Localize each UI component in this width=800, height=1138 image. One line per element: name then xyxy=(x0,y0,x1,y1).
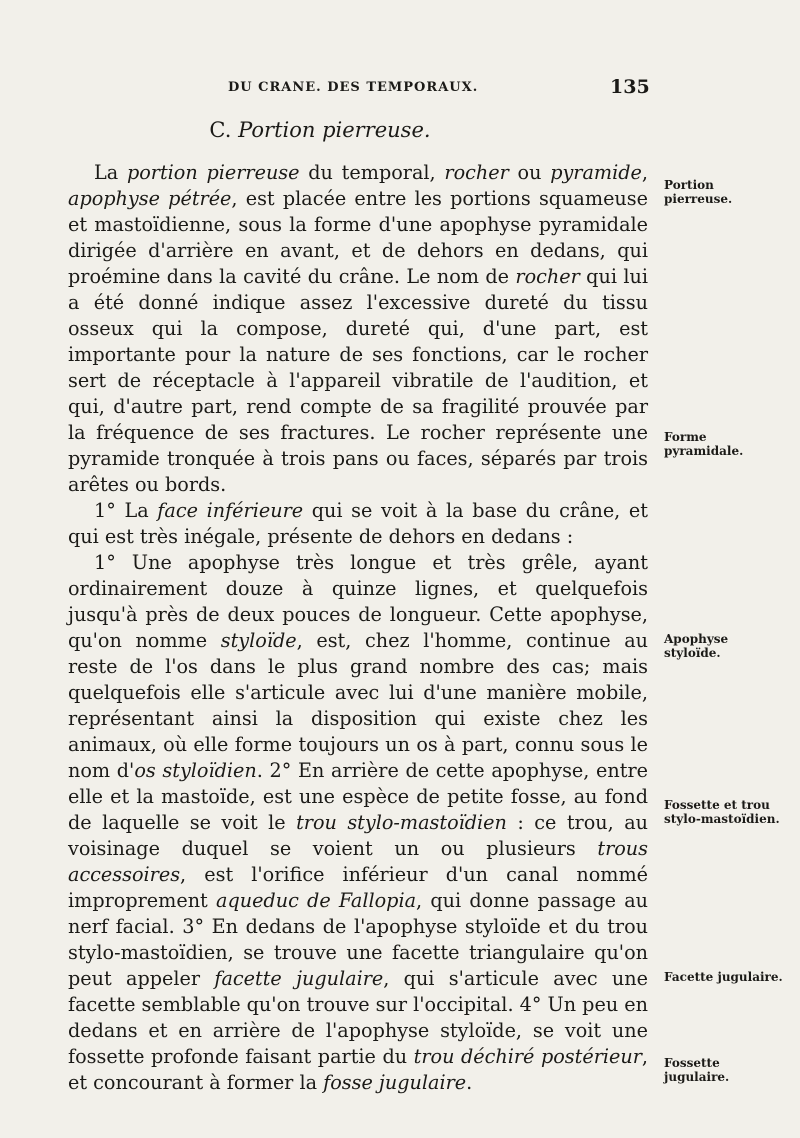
text-run: ou xyxy=(508,161,551,184)
text-run: du temporal, xyxy=(299,161,445,184)
margin-note: Forme pyramidale. xyxy=(664,430,744,458)
italic-term: trou déchiré postérieur xyxy=(413,1045,642,1068)
section-title xyxy=(0,118,640,142)
italic-term: trou stylo-mastoïdien xyxy=(296,811,507,834)
section-letter: C. xyxy=(209,118,232,142)
margin-note: Fossette jugulaire. xyxy=(664,1056,730,1084)
text-run: , et concourant à former la xyxy=(68,1045,648,1094)
italic-term: os styloïdien xyxy=(134,759,257,782)
italic-term: pyramide xyxy=(550,161,642,184)
italic-term: styloïde xyxy=(220,629,297,652)
italic-term: aqueduc de Fallopia xyxy=(216,889,417,912)
text-run: , est, chez l'homme, continue au reste de l'os dans le plus grand nombre des cas; mais quelquefois elle s'articule avec lui d'une manière mobile, représentant ainsi la disposition qui existe chez les animaux, où elle forme toujours un os à part, connu sous le nom d' xyxy=(68,629,648,782)
italic-term: fosse jugulaire xyxy=(323,1071,467,1094)
text-run: , est placée entre les portions squameuse et mastoïdienne, sous la forme d'une apophyse pyramidale dirigée d'arrière en avant, et de dehors en dedans, qui proémine dans la cavité du crâne. Le nom de xyxy=(68,187,648,288)
text-run: . xyxy=(466,1071,473,1094)
text-run: 1° La xyxy=(94,499,158,522)
italic-term: face inférieure xyxy=(157,499,304,522)
page-number: 135 xyxy=(610,76,650,98)
text-run: 1° Une apophyse très longue et très grêle, ayant ordinairement douze à quinze lignes, et quelquefois jusqu'à près de deux pouces de longueur. Cette apophyse, qu'on nomme xyxy=(68,551,648,652)
italic-term: trous accessoires xyxy=(68,837,648,886)
text-run: , xyxy=(641,161,648,184)
italic-term: apophyse pétrée xyxy=(68,187,232,210)
italic-term: portion pierreuse xyxy=(126,161,300,184)
text-run: , est l'orifice inférieur d'un canal nommé improprement xyxy=(68,863,648,912)
margin-note: Facette jugulaire. xyxy=(664,970,783,984)
body-text xyxy=(68,160,648,1096)
italic-term: rocher xyxy=(515,265,580,288)
paragraph xyxy=(68,498,648,550)
text-run: . 2° En arrière de cette apophyse, entre elle et la mastoïde, est une espèce de petite fosse, au fond de laquelle se voit le xyxy=(68,759,648,834)
margin-note: Fossette et trou stylo-mastoïdien. xyxy=(664,798,780,826)
text-run: : ce trou, au voisinage duquel se voient un ou plusieurs xyxy=(68,811,648,860)
text-run: qui lui a été donné indique assez l'excessive dureté du tissu osseux qui la compose, dureté qui, d'une part, est importante pour la nature de ses fonctions, car le rocher sert de réceptacle à l'appareil vibratile de l'audition, et qui, d'autre part, rend compte de sa fragilité prouvée par la fréquence de ses fractures. Le rocher représente une pyramide tronquée à trois pans ou faces, séparés par trois arêtes ou bords. xyxy=(68,265,648,496)
running-head: DU CRANE. DES TEMPORAUX. xyxy=(228,80,479,95)
margin-note: Portion pierreuse. xyxy=(664,178,733,206)
margin-note: Apophyse styloïde. xyxy=(664,632,729,660)
italic-term: facette jugulaire xyxy=(214,967,384,990)
text-run: La xyxy=(94,161,127,184)
text-run: , qui donne passage au nerf facial. 3° En dedans de l'apophyse styloïde et du trou stylo-mastoïdien, se trouve une facette triangulaire qu'on peut appeler xyxy=(68,889,649,990)
text-run: , qui s'articule avec une facette semblable qu'on trouve sur l'occipital. 4° Un peu en dedans et en arrière de l'apophyse styloïde, se voit une fossette profonde faisant partie du xyxy=(68,967,648,1068)
section-name: Portion pierreuse. xyxy=(238,118,431,142)
paragraph xyxy=(68,550,648,1096)
text-run: qui se voit à la base du crâne, et qui est très inégale, présente de dehors en dedans : xyxy=(68,499,648,548)
italic-term: rocher xyxy=(444,161,509,184)
paragraph xyxy=(68,160,648,498)
